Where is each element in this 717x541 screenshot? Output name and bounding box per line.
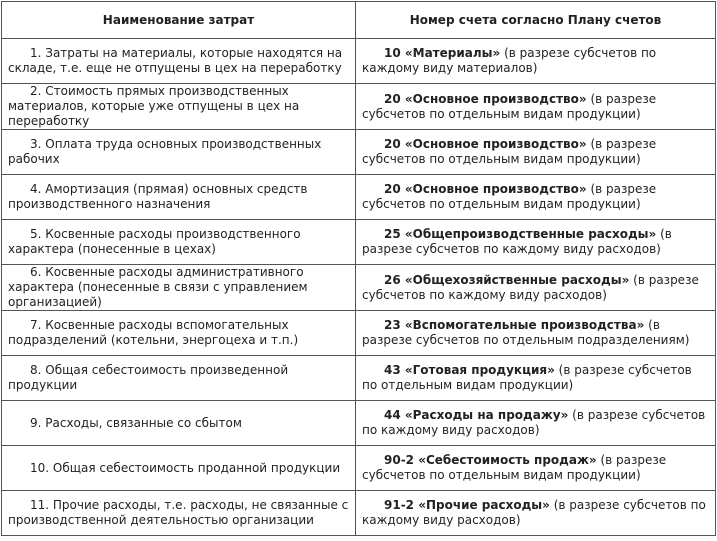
account-note: (в разрезе субсчетов по отдельным видам продукции) [362, 91, 657, 121]
cost-name-cell: 3. Оплата труда основных производственных рабочих [2, 130, 356, 175]
account-note: (в разрезе субсчетов по отдельным видам продукции) [362, 453, 667, 482]
account-code: 25 «Общепроизводственные расходы» [384, 227, 657, 241]
account-cell [356, 175, 716, 220]
table-row [2, 265, 716, 311]
account-note: (в разрезе субсчетов по отдельным видам продукции) [362, 137, 657, 166]
account-note: (в разрезе субсчетов по каждому виду расходов) [362, 408, 706, 437]
cost-accounts-table [1, 1, 716, 536]
table-row [2, 491, 716, 536]
header-account: Номер счета согласно Плану счетов [356, 2, 716, 39]
account-note: (в разрезе субсчетов по отдельным видам продукции) [362, 363, 692, 392]
account-code: 20 «Основное производство» [384, 182, 587, 196]
header-cost-name: Наименование затрат [2, 2, 356, 39]
account-code: 23 «Вспомогательные производства» [384, 318, 645, 332]
account-code: 10 «Материалы» [384, 46, 501, 60]
account-cell [356, 265, 716, 311]
table-row [2, 175, 716, 220]
account-code: 90-2 «Себестоимость продаж» [384, 453, 597, 467]
account-code: 20 «Основное производство» [384, 91, 587, 106]
table-row [2, 356, 716, 401]
account-cell [356, 446, 716, 491]
cost-name-cell: 11. Прочие расходы, т.е. расходы, не связанные с производственной деятельностью организации [2, 491, 356, 536]
account-code: 44 «Расходы на продажу» [384, 408, 569, 422]
account-cell [356, 84, 716, 130]
cost-name-cell: 1. Затраты на материалы, которые находятся на складе, т.е. еще не отпущены в цех на переработку [2, 39, 356, 84]
account-note: (в разрезе субсчетов по каждому виду расходов) [362, 498, 706, 527]
table-row [2, 446, 716, 491]
cost-name-cell: 10. Общая себестоимость проданной продукции [2, 446, 356, 491]
account-note: (в разрезе субсчетов по отдельным подразделениям) [362, 318, 690, 347]
table-row [2, 130, 716, 175]
table-row [2, 401, 716, 446]
cost-name-cell: 8. Общая себестоимость произведенной продукции [2, 356, 356, 401]
cost-name-cell: 4. Амортизация (прямая) основных средств производственного назначения [2, 175, 356, 220]
account-cell [356, 491, 716, 536]
account-note: (в разрезе субсчетов по каждому виду материалов) [362, 46, 657, 75]
account-cell [356, 39, 716, 84]
table-row [2, 220, 716, 265]
account-cell [356, 220, 716, 265]
account-cell [356, 311, 716, 356]
account-note: (в разрезе субсчетов по отдельным видам продукции) [362, 182, 657, 211]
account-cell [356, 130, 716, 175]
account-code: 43 «Готовая продукция» [384, 363, 555, 377]
cost-name-cell: 5. Косвенные расходы производственного характера (понесенные в цехах) [2, 220, 356, 265]
account-code: 20 «Основное производство» [384, 137, 587, 151]
account-code: 26 «Общехозяйственные расходы» [384, 272, 630, 287]
cost-name-cell: 7. Косвенные расходы вспомогательных подразделений (котельни, энергоцеха и т.п.) [2, 311, 356, 356]
cost-name-cell: 9. Расходы, связанные со сбытом [2, 401, 356, 446]
table-row [2, 39, 716, 84]
account-note: (в разрезе субсчетов по каждому виду расходов) [362, 272, 699, 302]
table-row [2, 84, 716, 130]
cost-name-cell: 2. Стоимость прямых производственных материалов, которые уже отпущены в цех на переработку [2, 84, 356, 130]
account-cell [356, 356, 716, 401]
table-row [2, 311, 716, 356]
account-code: 91-2 «Прочие расходы» [384, 498, 550, 512]
cost-name-cell: 6. Косвенные расходы административного характера (понесенные в связи с управлением организацией) [2, 265, 356, 311]
account-note: (в разрезе субсчетов по каждому виду расходов) [362, 227, 672, 256]
account-cell [356, 401, 716, 446]
table-header-row [2, 2, 716, 39]
